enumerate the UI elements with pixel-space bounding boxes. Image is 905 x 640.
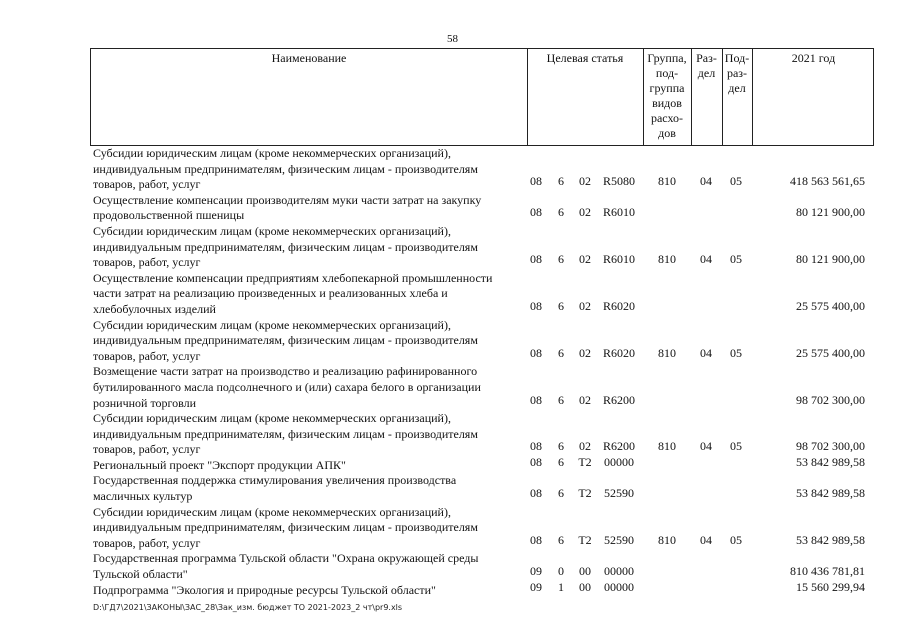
table-row [90,364,880,411]
page-number: 58 [447,33,458,45]
amount-2021: 53 842 989,58 [796,532,865,547]
code-subprogram: 6 [558,439,564,454]
header-name: Наименование [271,51,347,65]
code-direction: 02 [579,252,591,267]
code-program: 08 [530,486,542,501]
code-program: 08 [530,454,542,469]
code-direction: T2 [578,532,592,547]
subsection-code: 05 [730,252,742,267]
header-group-line: дов [658,126,676,140]
header-section-line: дел [697,66,716,80]
row-name: Субсидии юридическим лицам (кроме некоммерческих организаций), индивидуальным предпринимателям, физическим лицам - производителям товаров, работ, услуг [93,317,478,363]
row-name: Субсидии юридическим лицам (кроме некоммерческих организаций), индивидуальным предпринимателям, физическим лицам - производителям товаров, работ, услуг [93,504,478,550]
amount-2021: 810 436 781,81 [790,564,865,579]
code-direction: 02 [579,392,591,407]
code-expense: R6200 [602,392,635,407]
expense-group: 810 [658,345,676,360]
amount-2021: 25 575 400,00 [796,345,865,360]
code-direction: T2 [578,454,592,469]
code-subprogram: 6 [558,298,564,313]
header-group-line: группа [649,81,685,95]
code-program: 08 [530,532,542,547]
expense-group: 810 [658,439,676,454]
code-expense: R6020 [602,345,635,360]
code-program: 08 [530,174,542,189]
row-name: Осуществление компенсации производителям муки части затрат на закупку продовольственной пшеницы [93,192,482,223]
code-subprogram: 6 [558,345,564,360]
code-program: 08 [530,205,542,220]
table-row [90,271,880,318]
code-subprogram: 6 [558,205,564,220]
code-direction: 00 [579,564,591,579]
code-direction: 02 [579,345,591,360]
row-name: Региональный проект "Экспорт продукции АПК" [93,457,346,472]
code-expense: 52590 [604,532,634,547]
table-row [90,318,880,365]
table-row [90,411,880,458]
header-subsection [722,51,752,96]
header-group-line: Группа, [647,51,687,65]
code-expense: R5080 [602,174,635,189]
amount-2021: 418 563 561,65 [790,174,865,189]
header-subsection-line: Под- [724,51,750,65]
header-year: 2021 год [791,51,836,65]
row-name: Субсидии юридическим лицам (кроме некоммерческих организаций), индивидуальным предпринимателям, физическим лицам - производителям товаров, работ, услуг [93,411,478,457]
code-expense: 00000 [604,454,634,469]
header-group-line: видов [652,96,682,110]
row-name: Субсидии юридическим лицам (кроме некоммерческих организаций), индивидуальным предпринимателям, физическим лицам - производителям товаров, работ, услуг [93,146,478,192]
file-path-footer: D:\ГД7\2021\ЗАКОНЫ\ЗАС_28\Зак_изм. бюджет ТО 2021-2023_2 чт\pr9.xls [93,603,403,612]
table-row [90,454,880,474]
subsection-code: 05 [730,174,742,189]
amount-2021: 25 575 400,00 [796,298,865,313]
code-expense: 00000 [604,564,634,579]
subsection-code: 05 [730,345,742,360]
table-body [90,146,880,598]
table-row [90,579,880,599]
row-name: Осуществление компенсации предприятиям хлебопекарной промышленности части затрат на реализацию произведенных и реализованных хлеба и хлебобулочных изделий [93,270,493,316]
code-expense: 00000 [604,579,634,594]
row-name: Подпрограмма "Экология и природные ресурсы Тульской области" [93,582,436,597]
amount-2021: 80 121 900,00 [796,205,865,220]
row-name: Государственная поддержка стимулирования увеличения производства масличных культур [93,473,457,504]
code-program: 08 [530,392,542,407]
table-header [90,48,874,146]
code-program: 08 [530,439,542,454]
section-code: 04 [700,532,712,547]
row-name: Возмещение части затрат на производство и реализацию рафинированного бутилированного масла подсолнечного и (или) сахара белого в организации розничной торговли [93,364,481,410]
expense-group: 810 [658,532,676,547]
section-code: 04 [700,174,712,189]
code-direction: 02 [579,439,591,454]
table-row [90,551,880,582]
code-subprogram: 6 [558,174,564,189]
header-group-line: под- [655,66,679,80]
code-subprogram: 6 [558,252,564,267]
amount-2021: 80 121 900,00 [796,252,865,267]
table-row [90,146,880,193]
section-code: 04 [700,252,712,267]
amount-2021: 98 702 300,00 [796,392,865,407]
code-program: 08 [530,252,542,267]
code-subprogram: 6 [558,392,564,407]
expense-group: 810 [658,252,676,267]
table-row [90,473,880,504]
row-name: Субсидии юридическим лицам (кроме некоммерческих организаций), индивидуальным предпринимателям, физическим лицам - производителям товаров, работ, услуг [93,223,478,270]
row-name: Государственная программа Тульской области "Охрана окружающей среды Тульской области" [93,551,479,582]
code-expense: R6010 [602,252,635,267]
code-direction: 02 [579,205,591,220]
header-target: Целевая статья [546,51,624,65]
amount-2021: 98 702 300,00 [796,439,865,454]
code-direction: 02 [579,174,591,189]
subsection-code: 05 [730,439,742,454]
code-expense: 52590 [604,486,634,501]
code-program: 09 [530,579,542,594]
expense-group: 810 [658,174,676,189]
code-expense: R6010 [602,205,635,220]
code-expense: R6200 [602,439,635,454]
subsection-code: 05 [730,532,742,547]
code-direction: 02 [579,298,591,313]
code-subprogram: 6 [558,454,564,469]
code-program: 08 [530,345,542,360]
code-subprogram: 6 [558,486,564,501]
header-section-line: Раз- [696,51,717,65]
code-subprogram: 6 [558,532,564,547]
section-code: 04 [700,439,712,454]
amount-2021: 53 842 989,58 [796,486,865,501]
code-direction: T2 [578,486,592,501]
code-program: 08 [530,298,542,313]
amount-2021: 15 560 299,94 [796,579,865,594]
header-group-line: расхо- [650,111,684,125]
code-subprogram: 0 [558,564,564,579]
header-subsection-line: раз- [726,66,748,80]
code-subprogram: 1 [558,579,564,594]
table-row [90,224,880,271]
header-subsection-line: дел [728,81,746,95]
table-row [90,505,880,552]
header-group [643,51,691,141]
code-direction: 00 [579,579,591,594]
section-code: 04 [700,345,712,360]
code-expense: R6020 [602,298,635,313]
code-program: 09 [530,564,542,579]
amount-2021: 53 842 989,58 [796,454,865,469]
header-section [691,51,722,81]
table-row [90,193,880,224]
